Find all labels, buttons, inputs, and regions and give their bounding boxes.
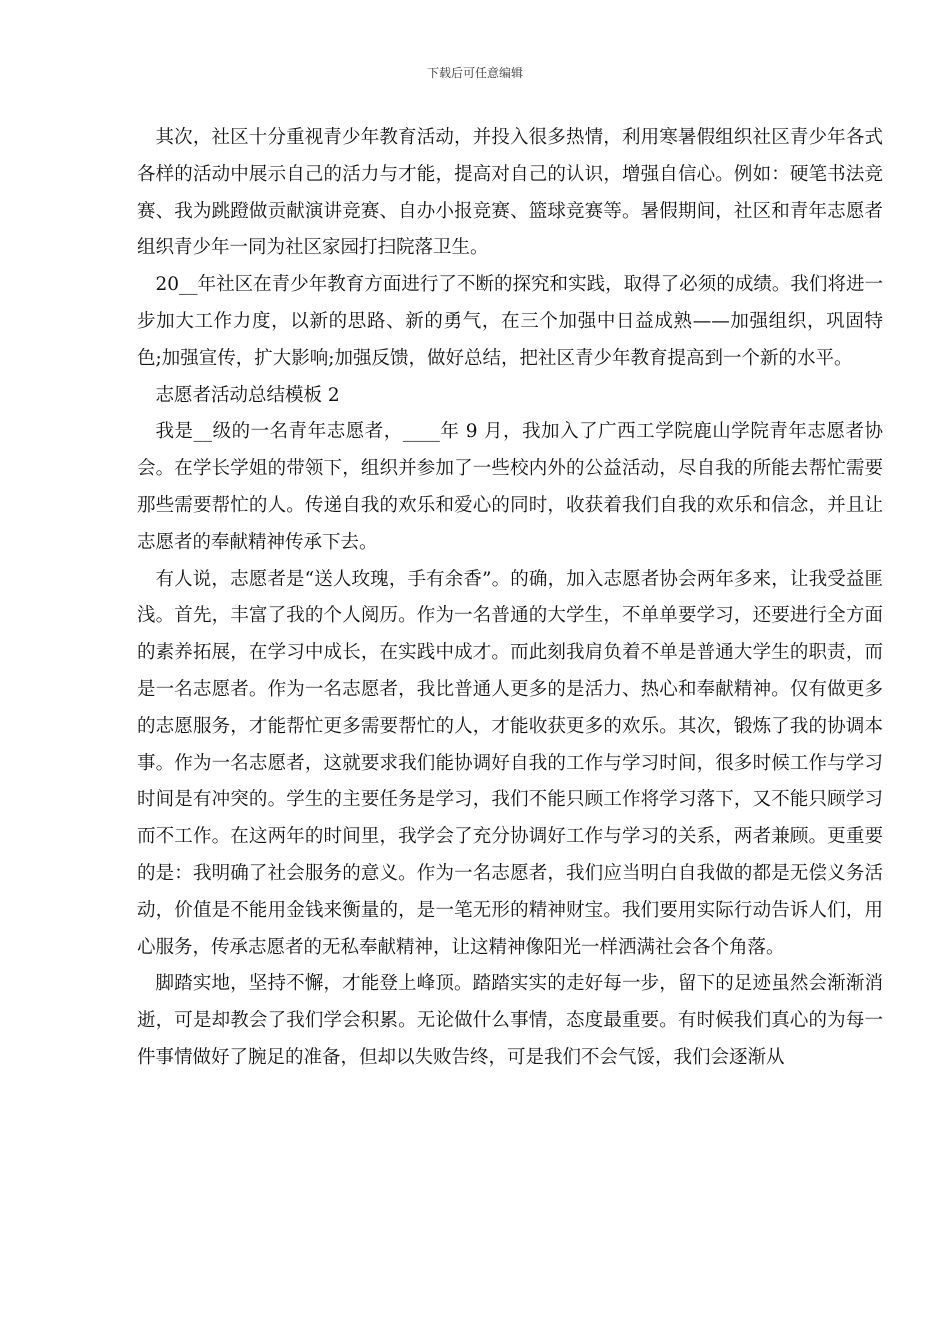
page-header: 下载后可任意编辑 xyxy=(426,66,523,80)
paragraph-volunteer-benefits: 有人说，志愿者是“送人玫瑰，手有余香”。的确，加入志愿者协会两年多来，让我受益匪浅。首先，丰富了我的个人阅历。作为一名普通的大学生，不单单要学习，还要进行全方面的素养拓展，在学习中成长，在实践中成才。而此刻我肩负着不单是普通大学生的职责，而是一名志愿者。作为一名志愿者，我比普通人更多的是活力、热心和奉献精神。仅有做更多的志愿服务，才能帮忙更多需要帮忙的人，才能收获更多的欢乐。其次，锻炼了我的协调本事。作为一名志愿者，这就要求我们能协调好自我的工作与学习时间，很多时候工作与学习时间是有冲突的。学生的主要任务是学习，我们不能只顾工作将学习落下，又不能只顾学习而不工作。在这两年的时间里，我学会了充分协调好工作与学习的关系，两者兼顾。更重要的是：我明确了社会服务的意义。作为一名志愿者，我们应当明白自我做的都是无偿义务活动，价值是不能用金钱来衡量的，是一笔无形的精神财宝。我们要用实际行动告诉人们，用心服务，传承志愿者的无私奉献精神，让这精神像阳光一样洒满社会各个角落。 xyxy=(137,568,883,958)
section-heading: 志愿者活动总结模板 2 xyxy=(155,384,340,406)
paragraph-community-achievements: 20__年社区在青少年教育方面进行了不断的探究和实践，取得了必须的成绩。我们将进一步加大工作力度，以新的思路、新的勇气，在三个加强中日益成熟——加强组织，巩固特色;加强宣传，扩大影响;加强反馈，做好总结，把社区青少年教育提高到一个新的水平。 xyxy=(137,274,883,369)
paragraph-youth-activities: 其次，社区十分重视青少年教育活动，并投入很多热情，利用寒暑假组织社区青少年各式各样的活动中展示自己的活力与才能，提高对自己的认识，增强自信心。例如：硬笔书法竞赛、我为跳蹬做贡献演讲竞赛、自办小报竞赛、篮球竞赛等。暑假期间，社区和青年志愿者组织青少年一同为社区家园打扫院落卫生。 xyxy=(137,127,883,259)
paragraph-volunteer-intro: 我是__级的一名青年志愿者，____年 9 月，我加入了广西工学院鹿山学院青年志愿者协会。在学长学姐的带领下，组织并参加了一些校内外的公益活动，尽自我的所能去帮忙需要那些需要帮忙的人。传递自我的欢乐和爱心的同时，收获着我们自我的欢乐和信念，并且让志愿者的奉献精神传承下去。 xyxy=(137,421,883,553)
paragraph-perseverance: 脚踏实地，坚持不懈，才能登上峰顶。踏踏实实的走好每一步，留下的足迹虽然会渐渐消逝，可是却教会了我们学会积累。无论做什么事情，态度最重要。有时候我们真心的为每一件事情做好了腕足的准备，但却以失败告终，可是我们不会气馁，我们会逐渐从 xyxy=(137,973,883,1068)
document-body xyxy=(137,120,883,1077)
